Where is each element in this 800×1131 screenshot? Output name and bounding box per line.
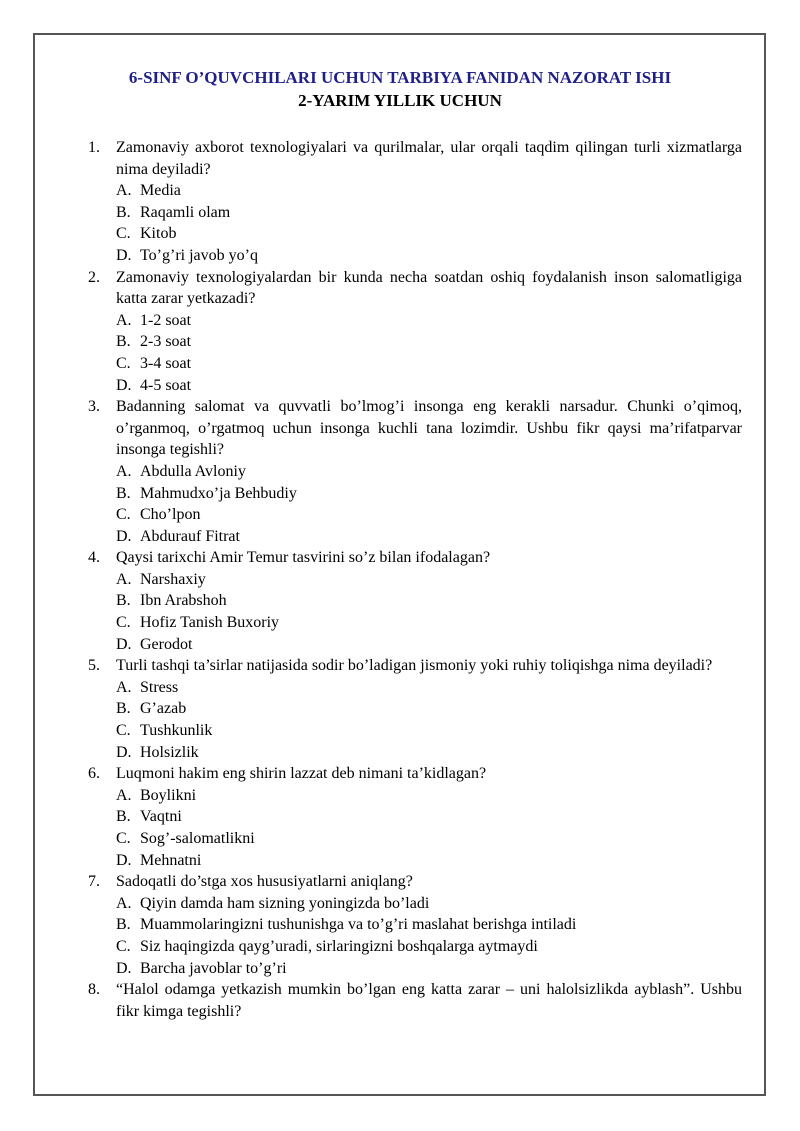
answer-options (116, 893, 742, 979)
question-item (88, 267, 742, 397)
option-text: Siz haqingizda qayg’uradi, sirlaringizni boshqalarga aytmaydi (140, 937, 538, 955)
option-letter: C. (116, 722, 131, 740)
option-letter: B. (116, 916, 131, 934)
option-text: 2-3 soat (140, 333, 192, 351)
question-item (88, 396, 742, 547)
option-text: Vaqtni (140, 808, 182, 826)
option-text: Tushkunlik (140, 722, 213, 740)
option-letter: D. (116, 246, 132, 264)
option-text: 3-4 soat (140, 354, 192, 372)
option-text: Ibn Arabshoh (140, 592, 227, 610)
option-letter: C. (116, 225, 131, 243)
option-letter: C. (116, 614, 131, 632)
question-item (88, 137, 742, 267)
answer-options (116, 310, 742, 396)
option-text: Qiyin damda ham sizning yoningizda bo’ladi (140, 894, 430, 912)
answer-option (116, 353, 742, 375)
option-letter: C. (116, 830, 131, 847)
option-letter: B. (116, 484, 131, 502)
option-text: G’azab (140, 700, 187, 718)
answer-options (116, 461, 742, 547)
option-letter: A. (116, 678, 132, 696)
option-letter: B. (116, 203, 131, 221)
option-letter: C. (116, 506, 131, 524)
option-text: Muammolaringizni tushunishga va to’g’ri maslahat berishga intiladi (140, 916, 577, 934)
option-text: Stress (140, 678, 179, 696)
answer-option (116, 461, 742, 483)
answer-options (116, 785, 742, 871)
option-letter: A. (116, 570, 132, 588)
option-text: Holsizlik (140, 743, 199, 761)
option-letter: D. (116, 376, 132, 394)
option-text: To’g’ri javob yo’q (140, 246, 258, 264)
option-text: 1-2 soat (140, 311, 192, 329)
option-text: Mahmudxo’ja Behbudiy (140, 484, 297, 502)
answer-option (116, 677, 742, 699)
option-text: Barcha javoblar to’g’ri (140, 959, 287, 977)
answer-option (116, 375, 742, 397)
answer-option (116, 742, 742, 764)
question-item (88, 655, 742, 763)
page-title: 6-SINF O’QUVCHILARI UCHUN TARBIYA FANIDAN NAZORAT ISHI (128, 68, 672, 87)
question-text: “Halol odamga yetkazish mumkin bo’lgan eng katta zarar – uni halolsizlikda ayblash”. Ushbu fikr kimga tegishli? (116, 981, 742, 1020)
option-letter: D. (116, 527, 132, 545)
answer-option (116, 590, 742, 612)
option-text: Abdurauf Fitrat (140, 527, 240, 545)
answer-options (116, 569, 742, 655)
option-text: Mehnatni (140, 851, 202, 869)
answer-option (116, 634, 742, 656)
answer-option (116, 245, 742, 267)
option-letter: D. (116, 743, 132, 761)
answer-option (116, 828, 742, 850)
option-letter: D. (116, 635, 132, 653)
answer-option (116, 180, 742, 202)
option-letter: C. (116, 937, 131, 955)
option-letter: A. (116, 462, 132, 480)
question-list (88, 137, 742, 1022)
option-letter: D. (116, 851, 132, 869)
answer-option (116, 720, 742, 742)
option-text: Abdulla Avloniy (140, 462, 246, 480)
answer-option (116, 310, 742, 332)
answer-option (116, 223, 742, 245)
question-number: 8. (88, 981, 100, 999)
answer-option (116, 526, 742, 548)
option-letter: B. (116, 333, 131, 351)
question-number: 1. (88, 139, 100, 156)
question-text: Qaysi tarixchi Amir Temur tasvirini so’z bilan ifodalagan? (116, 549, 491, 567)
answer-option (116, 569, 742, 591)
answer-option (116, 483, 742, 505)
question-number: 6. (88, 765, 100, 783)
answer-option (116, 504, 742, 526)
option-text: 4-5 soat (140, 376, 192, 394)
answer-option (116, 612, 742, 634)
question-text: Sadoqatli do’stga xos hususiyatlarni aniqlang? (116, 873, 413, 891)
answer-option (116, 893, 742, 915)
answer-option (116, 785, 742, 807)
option-letter: A. (116, 311, 132, 329)
option-letter: B. (116, 592, 131, 610)
option-text: Sog’-salomatlikni (140, 830, 255, 847)
option-letter: A. (116, 894, 132, 912)
option-letter: A. (116, 786, 132, 804)
question-text: Badanning salomat va quvvatli bo’lmog’i insonga eng kerakli narsadur. Chunki o’qimoq, o’rganmoq, o’rgatmoq uchun insonga kuchli tana lozimdir. Ushbu fikr qaysi ma’rifatparvar insonga tegishli? (116, 398, 742, 459)
option-text: Boylikni (140, 786, 197, 804)
option-text: Hofiz Tanish Buxoriy (140, 614, 280, 632)
option-letter: B. (116, 700, 131, 718)
option-letter: A. (116, 182, 132, 200)
option-text: Gerodot (140, 635, 193, 653)
option-text: Narshaxiy (140, 570, 206, 588)
answer-option (116, 936, 742, 958)
question-number: 7. (88, 873, 100, 891)
answer-option (116, 698, 742, 720)
option-letter: D. (116, 959, 132, 977)
answer-option (116, 958, 742, 980)
answer-options (116, 180, 742, 266)
question-number: 2. (88, 268, 100, 286)
question-item (88, 763, 742, 871)
answer-option (116, 331, 742, 353)
answer-options (116, 677, 742, 763)
answer-option (116, 914, 742, 936)
question-number: 3. (88, 398, 100, 416)
question-item (88, 871, 742, 979)
question-number: 4. (88, 549, 100, 567)
answer-option (116, 806, 742, 828)
question-text: Luqmoni hakim eng shirin lazzat deb nimani ta’kidlagan? (116, 765, 487, 783)
page-subtitle: 2-YARIM YILLIK UCHUN (298, 91, 502, 110)
question-item (88, 979, 742, 1022)
option-letter: C. (116, 354, 131, 372)
question-text: Turli tashqi ta’sirlar natijasida sodir bo’ladigan jismoniy yoki ruhiy toliqishga nima deyiladi? (116, 657, 713, 675)
question-number: 5. (88, 657, 100, 675)
question-item (88, 547, 742, 655)
answer-option (116, 202, 742, 224)
option-text: Media (140, 182, 181, 200)
option-letter: B. (116, 808, 131, 826)
answer-option (116, 850, 742, 872)
question-text: Zamonaviy axborot texnologiyalari va qurilmalar, ular orqali taqdim qilingan turli xizmatlarga nima deyiladi? (116, 139, 742, 178)
option-text: Kitob (140, 225, 177, 243)
question-text: Zamonaviy texnologiyalardan bir kunda necha soatdan oshiq foydalanish inson salomatligiga katta zarar yetkazadi? (116, 268, 742, 308)
option-text: Cho’lpon (140, 506, 201, 524)
option-text: Raqamli olam (140, 203, 231, 221)
